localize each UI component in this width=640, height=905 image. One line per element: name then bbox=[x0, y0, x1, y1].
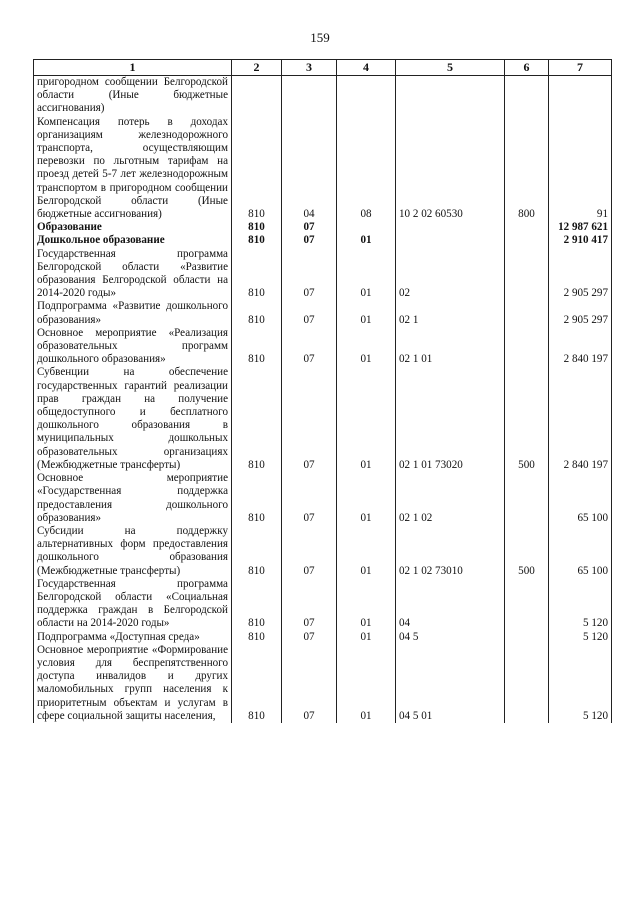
column-amount-cell: 5 120 bbox=[549, 578, 612, 631]
column-code-admin-cell: 810 bbox=[232, 472, 282, 525]
column-header: 1 bbox=[34, 60, 232, 76]
column-section-cell: 07 bbox=[282, 366, 337, 472]
budget-table bbox=[33, 59, 612, 723]
column-subsection-cell: 01 bbox=[337, 578, 396, 631]
row-name-cell: Образование bbox=[34, 221, 232, 234]
column-amount-cell: 91 bbox=[549, 116, 612, 222]
column-subsection-cell: 08 bbox=[337, 116, 396, 222]
column-code-admin-cell: 810 bbox=[232, 300, 282, 326]
column-section-cell: 07 bbox=[282, 578, 337, 631]
column-section-cell: 07 bbox=[282, 631, 337, 644]
column-amount-cell: 65 100 bbox=[549, 525, 612, 578]
table-row bbox=[34, 116, 612, 222]
column-section-cell: 07 bbox=[282, 221, 337, 234]
column-target-article-cell bbox=[396, 76, 505, 116]
column-header: 3 bbox=[282, 60, 337, 76]
column-header: 6 bbox=[505, 60, 549, 76]
column-target-article-cell: 02 1 01 73020 bbox=[396, 366, 505, 472]
column-section-cell: 07 bbox=[282, 327, 337, 367]
column-expense-type-cell bbox=[505, 472, 549, 525]
column-amount-cell: 2 910 417 bbox=[549, 234, 612, 247]
column-amount-cell: 12 987 621 bbox=[549, 221, 612, 234]
column-expense-type-cell bbox=[505, 327, 549, 367]
column-target-article-cell bbox=[396, 234, 505, 247]
column-code-admin-cell bbox=[232, 76, 282, 116]
column-header: 5 bbox=[396, 60, 505, 76]
column-code-admin-cell: 810 bbox=[232, 366, 282, 472]
table-row bbox=[34, 76, 612, 116]
column-subsection-cell bbox=[337, 221, 396, 234]
column-subsection-cell: 01 bbox=[337, 525, 396, 578]
column-expense-type-cell bbox=[505, 300, 549, 326]
row-name-cell: пригородном сообщении Белгородской области (Иные бюджетные ассигнования) bbox=[34, 76, 232, 116]
column-expense-type-cell: 500 bbox=[505, 366, 549, 472]
column-expense-type-cell bbox=[505, 248, 549, 301]
column-header: 2 bbox=[232, 60, 282, 76]
column-subsection-cell: 01 bbox=[337, 644, 396, 723]
column-subsection-cell: 01 bbox=[337, 366, 396, 472]
row-name-cell: Дошкольное образование bbox=[34, 234, 232, 247]
column-subsection-cell: 01 bbox=[337, 248, 396, 301]
table-header-row bbox=[34, 60, 612, 76]
column-section-cell: 07 bbox=[282, 472, 337, 525]
table-row bbox=[34, 578, 612, 631]
table-row bbox=[34, 525, 612, 578]
row-name-cell: Подпрограмма «Развитие дошкольного образования» bbox=[34, 300, 232, 326]
column-subsection-cell: 01 bbox=[337, 327, 396, 367]
column-section-cell: 04 bbox=[282, 116, 337, 222]
column-target-article-cell bbox=[396, 221, 505, 234]
column-header: 7 bbox=[549, 60, 612, 76]
table-row bbox=[34, 631, 612, 644]
column-code-admin-cell: 810 bbox=[232, 631, 282, 644]
table-row bbox=[34, 327, 612, 367]
column-section-cell: 07 bbox=[282, 300, 337, 326]
column-section-cell: 07 bbox=[282, 234, 337, 247]
column-amount-cell: 5 120 bbox=[549, 644, 612, 723]
column-subsection-cell: 01 bbox=[337, 631, 396, 644]
column-section-cell: 07 bbox=[282, 248, 337, 301]
column-subsection-cell bbox=[337, 76, 396, 116]
table-row bbox=[34, 234, 612, 247]
column-code-admin-cell: 810 bbox=[232, 327, 282, 367]
column-section-cell bbox=[282, 76, 337, 116]
column-target-article-cell: 02 1 01 bbox=[396, 327, 505, 367]
column-target-article-cell: 10 2 02 60530 bbox=[396, 116, 505, 222]
table-row bbox=[34, 248, 612, 301]
table-body bbox=[34, 76, 612, 723]
column-code-admin-cell: 810 bbox=[232, 525, 282, 578]
table-row bbox=[34, 644, 612, 723]
column-amount-cell: 5 120 bbox=[549, 631, 612, 644]
row-name-cell: Основное мероприятие «Государственная поддержка предоставления дошкольного образования» bbox=[34, 472, 232, 525]
table-row bbox=[34, 366, 612, 472]
table-row bbox=[34, 300, 612, 326]
column-code-admin-cell: 810 bbox=[232, 248, 282, 301]
column-code-admin-cell: 810 bbox=[232, 116, 282, 222]
column-amount-cell: 2 840 197 bbox=[549, 327, 612, 367]
column-target-article-cell: 04 5 bbox=[396, 631, 505, 644]
column-target-article-cell: 02 1 02 73010 bbox=[396, 525, 505, 578]
table-row bbox=[34, 472, 612, 525]
column-amount-cell bbox=[549, 76, 612, 116]
column-target-article-cell: 04 bbox=[396, 578, 505, 631]
column-expense-type-cell: 800 bbox=[505, 116, 549, 222]
column-amount-cell: 2 905 297 bbox=[549, 300, 612, 326]
column-code-admin-cell: 810 bbox=[232, 578, 282, 631]
column-subsection-cell: 01 bbox=[337, 234, 396, 247]
column-expense-type-cell bbox=[505, 76, 549, 116]
column-target-article-cell: 02 1 02 bbox=[396, 472, 505, 525]
column-code-admin-cell: 810 bbox=[232, 234, 282, 247]
row-name-cell: Основное мероприятие «Формирование условия для беспрепятственного доступа инвалидов и других маломобильных групп населения к приоритетным объектам и услугам в сфере социальной защиты населения, bbox=[34, 644, 232, 723]
column-subsection-cell: 01 bbox=[337, 300, 396, 326]
column-code-admin-cell: 810 bbox=[232, 221, 282, 234]
column-code-admin-cell: 810 bbox=[232, 644, 282, 723]
row-name-cell: Компенсация потерь в доходах организациям железнодорожного транспорта, осуществляющим перевозки по льготным тарифам на проезд детей 5-7 лет железнодорожным транспортом в пригородном сообщении Белгородской области (Иные бюджетные ассигнования) bbox=[34, 116, 232, 222]
column-section-cell: 07 bbox=[282, 525, 337, 578]
column-amount-cell: 2 905 297 bbox=[549, 248, 612, 301]
row-name-cell: Государственная программа Белгородской области «Развитие образования Белгородской области на 2014-2020 годы» bbox=[34, 248, 232, 301]
column-expense-type-cell: 500 bbox=[505, 525, 549, 578]
column-header: 4 bbox=[337, 60, 396, 76]
column-target-article-cell: 02 1 bbox=[396, 300, 505, 326]
column-target-article-cell: 04 5 01 bbox=[396, 644, 505, 723]
table-row bbox=[34, 221, 612, 234]
row-name-cell: Подпрограмма «Доступная среда» bbox=[34, 631, 232, 644]
row-name-cell: Основное мероприятие «Реализация образовательных программ дошкольного образования» bbox=[34, 327, 232, 367]
page-number: 159 bbox=[310, 30, 330, 45]
row-name-cell: Субвенции на обеспечение государственных гарантий реализации прав граждан на получение общедоступного и бесплатного дошкольного образования в муниципальных дошкольных образовательных организациях (Межбюджетные трансферты) bbox=[34, 366, 232, 472]
column-expense-type-cell bbox=[505, 578, 549, 631]
column-amount-cell: 2 840 197 bbox=[549, 366, 612, 472]
column-section-cell: 07 bbox=[282, 644, 337, 723]
column-expense-type-cell bbox=[505, 644, 549, 723]
column-subsection-cell: 01 bbox=[337, 472, 396, 525]
column-target-article-cell: 02 bbox=[396, 248, 505, 301]
column-expense-type-cell bbox=[505, 221, 549, 234]
row-name-cell: Государственная программа Белгородской области «Социальная поддержка граждан в Белгородской области на 2014-2020 годы» bbox=[34, 578, 232, 631]
column-expense-type-cell bbox=[505, 234, 549, 247]
column-expense-type-cell bbox=[505, 631, 549, 644]
column-amount-cell: 65 100 bbox=[549, 472, 612, 525]
row-name-cell: Субсидии на поддержку альтернативных форм предоставления дошкольного образования (Межбюджетные трансферты) bbox=[34, 525, 232, 578]
